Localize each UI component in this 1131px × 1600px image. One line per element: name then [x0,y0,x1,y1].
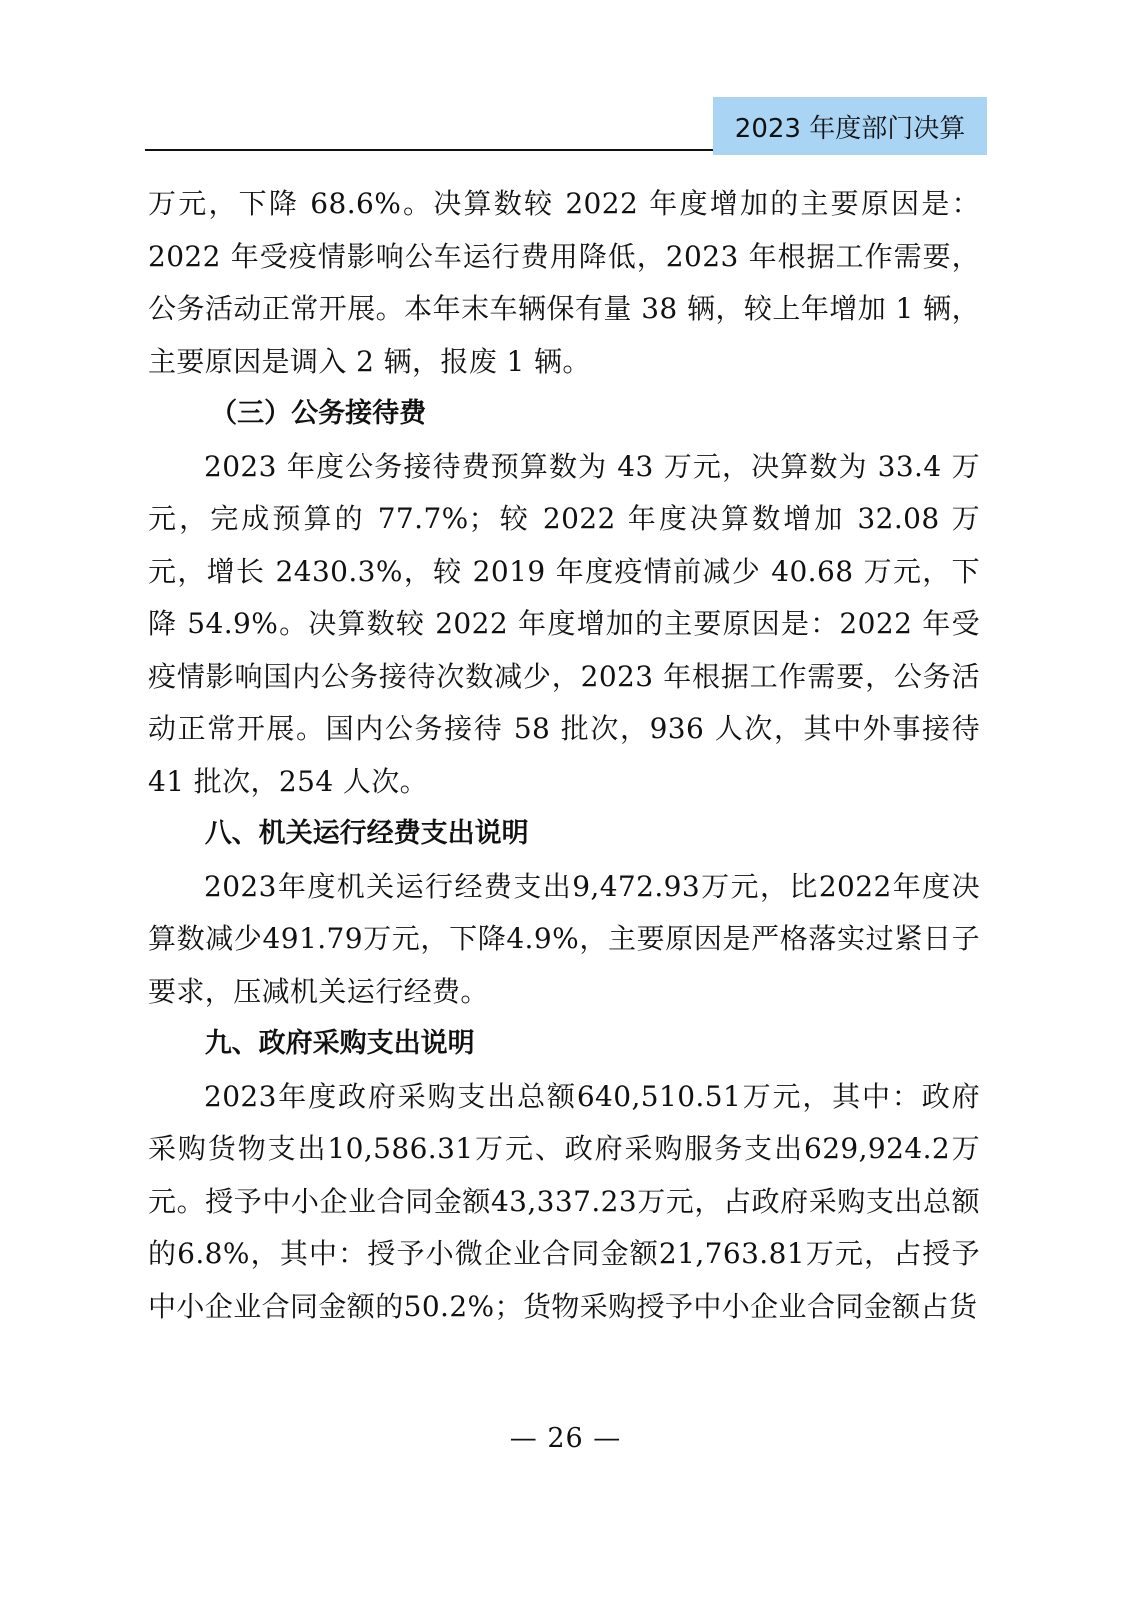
page-content [148,178,980,1333]
procurement-heading: 九、政府采购支出说明 [204,1028,475,1059]
page-number: — 26 — [509,1423,622,1454]
operating-paragraph: 2023年度机关运行经费支出9,472.93万元，比2022年度决算数减少491.79万元，下降4.9%，主要原因是严格落实过紧日子要求，压减机关运行经费。 [148,869,980,1008]
procurement-paragraph: 2023年度政府采购支出总额640,510.51万元，其中：政府采购货物支出10,586.31万元、政府采购服务支出629,924.2万元。授予中小企业合同金额43,337.23万元，占政府采购支出总额的6.8%，其中：授予小微企业合同金额21,763.81万元，占授予中小企业合同金额的50.2%；货物采购授予中小企业合同金额占货 [148,1079,980,1323]
document-title-badge: 2023 年度部门决算 [713,97,987,155]
reception-paragraph: 2023 年度公务接待费预算数为 43 万元，决算数为 33.4 万元，完成预算的 77.7%；较 2022 年度决算数增加 32.08 万元，增长 2430.3%，较 2019 年度疫情前减少 40.68 万元，下降 54.9%。决算数较 2022 年度增加的主要原因是：2022 年受疫情影响国内公务接待次数减少，2023 年根据工作需要，公务活动正常开展。国内公务接待 58 批次，936 人次，其中外事接待 41 批次，254 人次。 [148,449,980,798]
intro-paragraph: 万元，下降 68.6%。决算数较 2022 年度增加的主要原因是：2022 年受疫情影响公车运行费用降低，2023 年根据工作需要，公务活动正常开展。本年末车辆保有量 38 辆，较上年增加 1 辆，主要原因是调入 2 辆，报废 1 辆。 [148,187,980,378]
operating-heading: 八、机关运行经费支出说明 [204,818,529,849]
reception-heading: （三）公务接待费 [210,398,427,429]
